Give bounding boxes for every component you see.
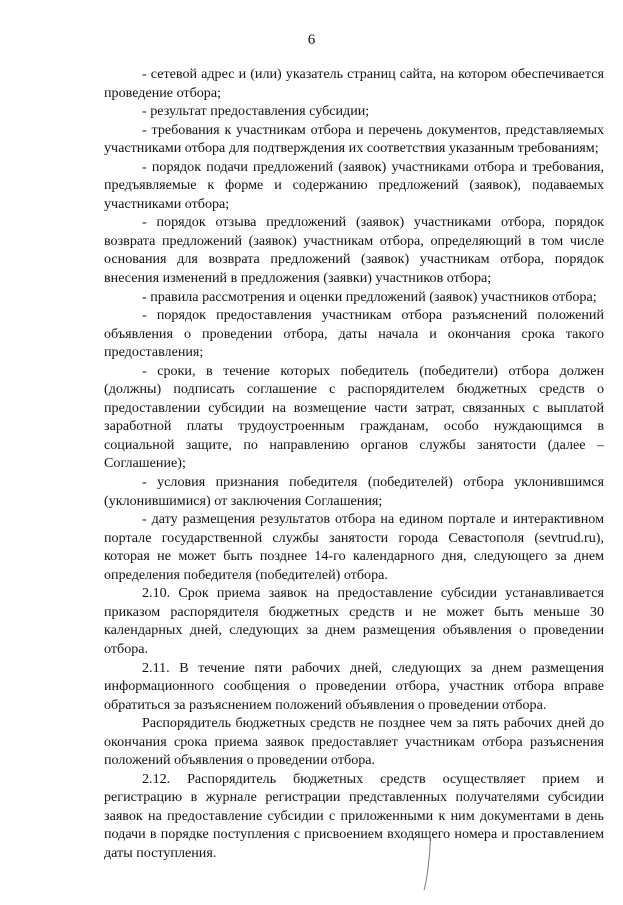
list-item-evaluation-rules: - правила рассмотрения и оценки предложений (заявок) участников отбора; bbox=[142, 288, 597, 305]
clause-2-10: 2.10. Срок приема заявок на предоставление субсидии устанавливается приказом распорядителя бюджетных средств и не может быть меньше 30 календарных дней, следующих за днем размещения объявления о проведении отбора. bbox=[104, 585, 604, 657]
page-number: 6 bbox=[307, 32, 316, 48]
list-item-withdrawal-procedure: - порядок отзыва предложений (заявок) участниками отбора, порядок возврата предложений (заявок) участникам отбора, определяющий в том числе основания для возврата предложений (заявок) участникам отбора, порядок внесения изменений в предложения (заявки) участников отбора; bbox=[104, 214, 604, 287]
pen-mark bbox=[420, 832, 438, 892]
clause-2-12: 2.12. Распорядитель бюджетных средств осуществляет прием и регистрацию в журнале регистрации представленных получателями субсидии заявок на предоставление субсидии с приложенными к ним документами в день подачи в порядке поступления с присвоением входящего номера и проставлением даты поступления. bbox=[104, 770, 604, 861]
list-item-site-address: - сетевой адрес и (или) указатель страниц сайта, на котором обеспечивается проведение отбора; bbox=[104, 66, 604, 101]
list-item-results-publication-date: - дату размещения результатов отбора на едином портале и интерактивном портале государственной службы занятости города Севастополя (sevtrud.ru), которая не может быть позднее 14-го календарного дня, следующего за днем определения победителя (победителей) отбора. bbox=[104, 511, 604, 583]
clause-2-11: 2.11. В течение пяти рабочих дней, следующих за днем размещения информационного сообщения о проведении отбора, участник отбора вправе обратиться за разъяснением положений объявления о проведении отбора. bbox=[104, 659, 604, 713]
list-item-clarification-procedure: - порядок предоставления участникам отбора разъяснений положений объявления о проведении отбора, даты начала и окончания срока такого предоставления; bbox=[104, 307, 604, 361]
list-item-evasion-conditions: - условия признания победителя (победителей) отбора уклонившимся (уклонившимися) от заключения Соглашения; bbox=[104, 474, 604, 509]
list-item-subsidy-result: - результат предоставления субсидии; bbox=[142, 103, 370, 120]
list-item-application-procedure: - порядок подачи предложений (заявок) участниками отбора и требования, предъявляемые к форме и содержанию предложений (заявок), подаваемых участниками отбора; bbox=[104, 158, 604, 212]
list-item-participant-requirements: - требования к участникам отбора и перечень документов, представляемых участниками отбора для подтверждения их соответствия указанным требованиям; bbox=[104, 121, 604, 157]
list-item-agreement-deadlines: - сроки, в течение которых победитель (победители) отбора должен (должны) подписать соглашение с распорядителем бюджетных средств о предоставлении субсидии на возмещение части затрат, связанных с выплатой заработной платы трудоустроенным гражданам, особо нуждающимся в социальной защите, по направлению органов службы занятости (далее – Соглашение); bbox=[104, 362, 604, 472]
clause-2-11-continuation: Распорядитель бюджетных средств не позднее чем за пять рабочих дней до окончания срока приема заявок предоставляет участникам отбора разъяснения положений объявления о проведении отбора. bbox=[104, 715, 604, 769]
document-body bbox=[104, 65, 604, 863]
